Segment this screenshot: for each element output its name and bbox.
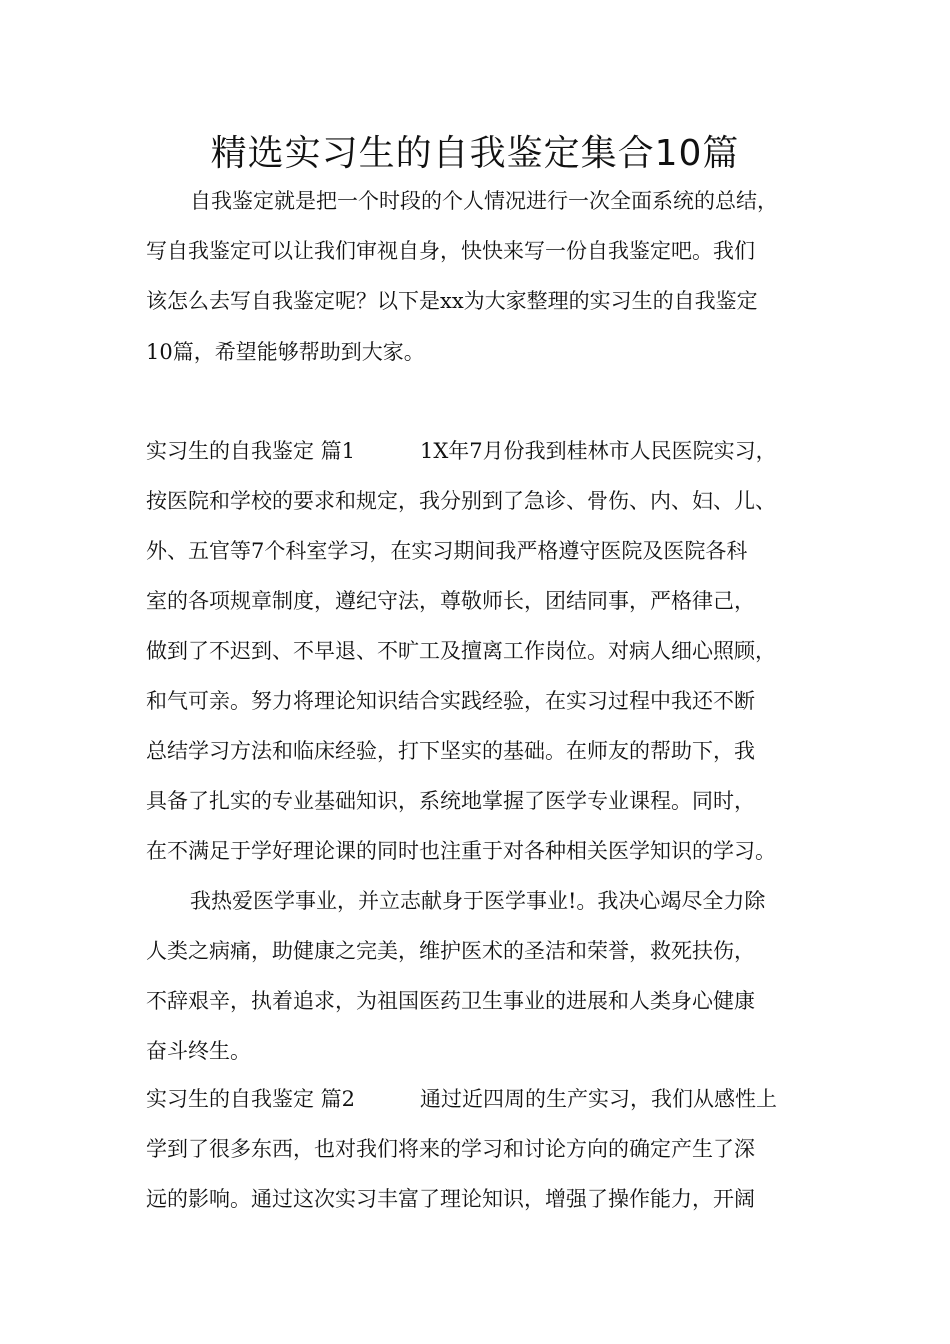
section1-line: 按医院和学校的要求和规定，我分别到了急诊、骨伤、内、妇、儿、 [146, 489, 776, 513]
section1-para2-line: 不辞艰辛，执着追求，为祖国医药卫生事业的进展和人类身心健康 [146, 989, 755, 1013]
section1-line: 室的各项规章制度，遵纪守法，尊敬师长，团结同事，严格律己， [146, 589, 755, 613]
section1-line: 和气可亲。努力将理论知识结合实践经验，在实习过程中我还不断 [146, 689, 755, 713]
section1-first-line-text: 1X年7月份我到桂林市人民医院实习， [420, 439, 777, 463]
section2-heading: 实习生的自我鉴定 篇2 [146, 1087, 356, 1111]
section1-first-line [146, 436, 777, 466]
section1-line: 做到了不迟到、不早退、不旷工及擅离工作岗位。对病人细心照顾， [146, 639, 776, 663]
section1-line: 外、五官等7个科室学习，在实习期间我严格遵守医院及医院各科 [146, 539, 748, 563]
intro-line-3: 该怎么去写自我鉴定呢？以下是xx为大家整理的实习生的自我鉴定 [146, 289, 758, 313]
section2-first-line-text: 通过近四周的生产实习，我们从感性上 [420, 1087, 777, 1111]
intro-line-2: 写自我鉴定可以让我们审视自身，快快来写一份自我鉴定吧。我们 [146, 239, 755, 263]
intro-line-1: 自我鉴定就是把一个时段的个人情况进行一次全面系统的总结， [190, 189, 778, 213]
section2-line: 远的影响。通过这次实习丰富了理论知识，增强了操作能力，开阔 [146, 1187, 755, 1211]
document-title: 精选实习生的自我鉴定集合10篇 [210, 133, 740, 174]
section1-line: 总结学习方法和临床经验，打下坚实的基础。在师友的帮助下，我 [146, 739, 755, 763]
section1-heading: 实习生的自我鉴定 篇1 [146, 439, 356, 463]
section2-line: 学到了很多东西，也对我们将来的学习和讨论方向的确定产生了深 [146, 1137, 755, 1161]
section1-para2-line: 我热爱医学事业，并立志献身于医学事业!。我决心竭尽全力除 [190, 889, 766, 913]
section1-para2-line: 奋斗终生。 [146, 1039, 251, 1063]
section1-line: 在不满足于学好理论课的同时也注重于对各种相关医学知识的学习。 [146, 839, 776, 863]
section2-first-line [146, 1084, 777, 1114]
intro-line-4: 10篇，希望能够帮助到大家。 [146, 340, 425, 364]
section1-para2-line: 人类之病痛，助健康之完美，维护医术的圣洁和荣誉，救死扶伤， [146, 939, 755, 963]
section1-line: 具备了扎实的专业基础知识，系统地掌握了医学专业课程。同时， [146, 789, 755, 813]
